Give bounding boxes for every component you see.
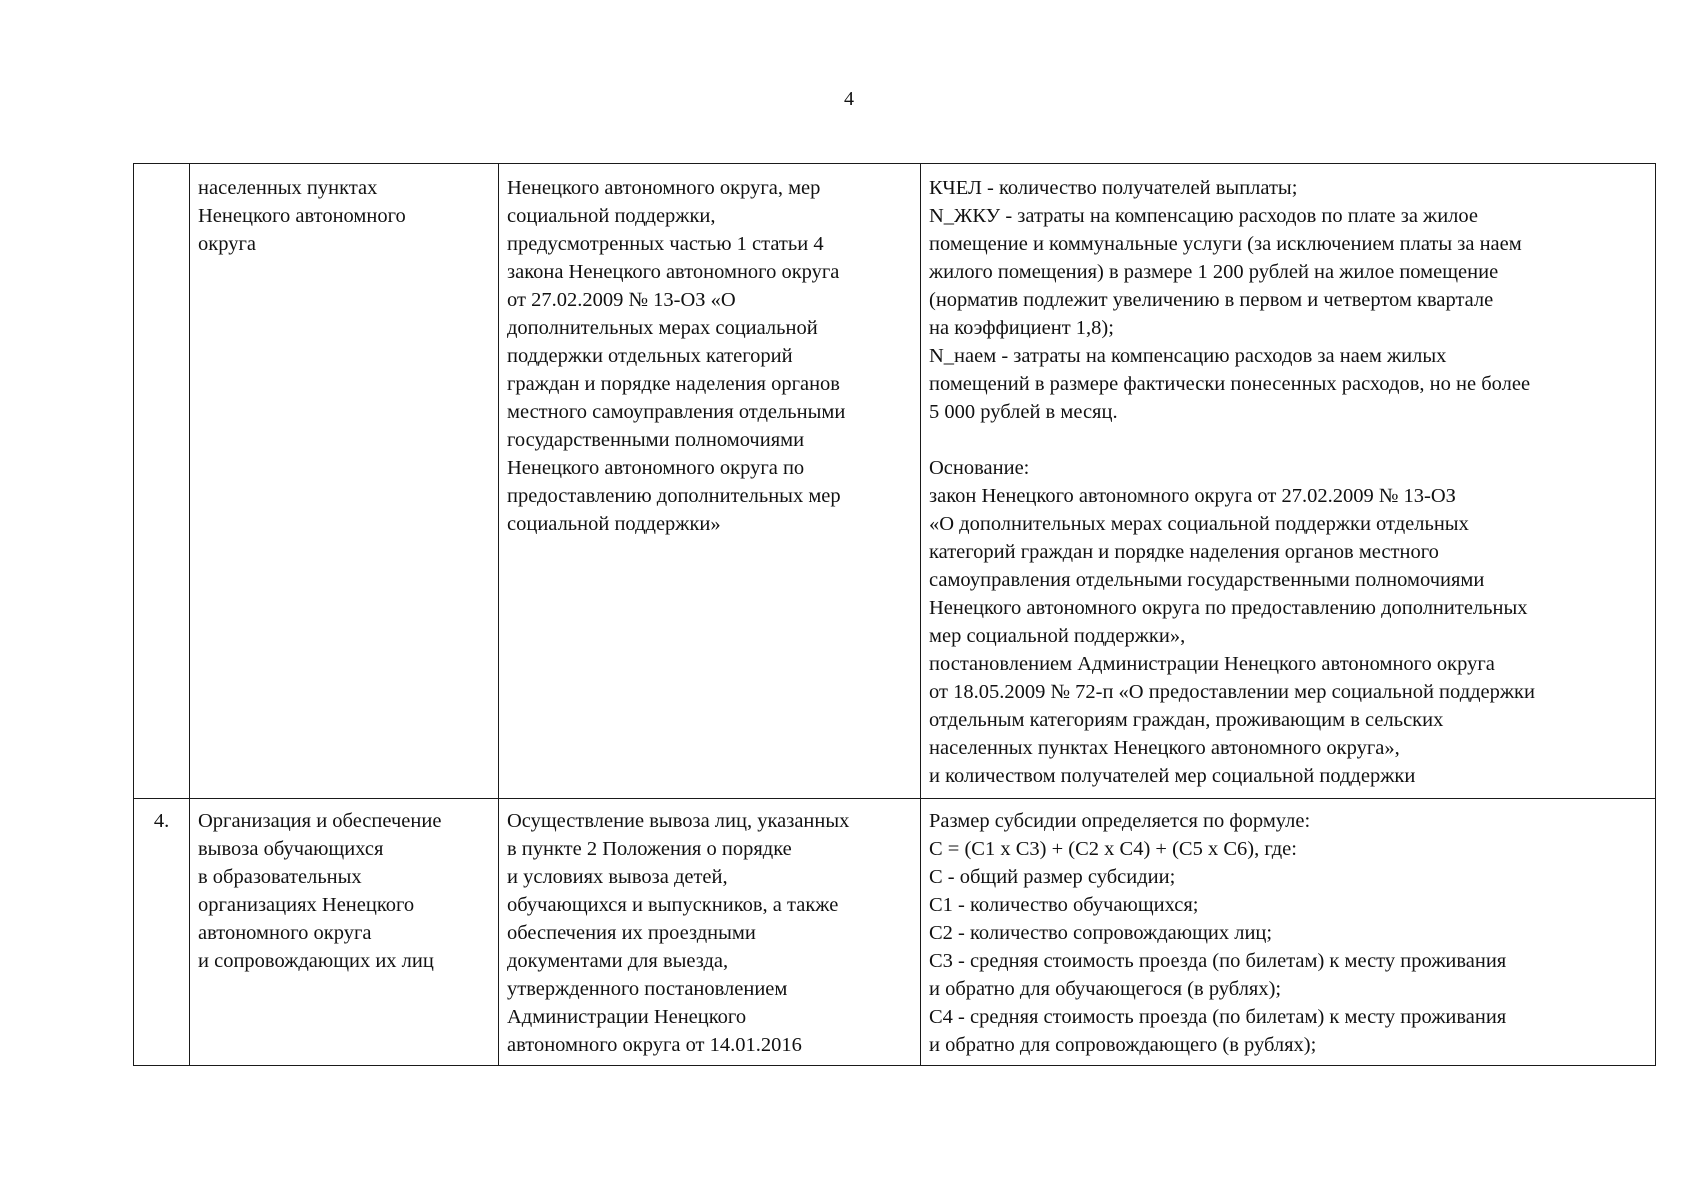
activity-name-line: округа: [198, 233, 256, 255]
legal-basis-cell: [499, 799, 921, 1066]
legal-basis-line: в пункте 2 Положения о порядке: [507, 838, 792, 860]
legal-basis-line: местного самоуправления отдельными: [507, 401, 846, 423]
subsidy-table: [133, 163, 1656, 1066]
formula: С = (С1 х С3) + (С2 х С4) + (С5 х С6), где:: [929, 838, 1297, 860]
table-row: [134, 799, 1656, 1066]
calculation-line: мер социальной поддержки»,: [929, 625, 1186, 647]
activity-name-cell: [190, 164, 499, 799]
formula-intro: Размер субсидии определяется по формуле:: [929, 810, 1311, 832]
legal-basis-line: Осуществление вывоза лиц, указанных: [507, 810, 850, 832]
calculation-line: С3 - средняя стоимость проезда (по билетам) к месту проживания: [929, 950, 1507, 972]
calculation-line: N_наем - затраты на компенсацию расходов за наем жилых: [929, 345, 1447, 367]
calculation-line: закон Ненецкого автономного округа от 27.02.2009 № 13-ОЗ: [929, 485, 1456, 507]
legal-basis-line: и условиях вывоза детей,: [507, 866, 728, 888]
calculation-line: помещений в размере фактически понесенных расходов, но не более: [929, 373, 1531, 395]
legal-basis-line: дополнительных мерах социальной: [507, 317, 818, 339]
calculation-line: самоуправления отдельными государственными полномочиями: [929, 569, 1485, 591]
legal-basis-line: Ненецкого автономного округа по: [507, 457, 805, 479]
calculation-line: населенных пунктах Ненецкого автономного округа»,: [929, 737, 1400, 759]
calculation-cell: [921, 164, 1656, 799]
paragraph-gap: [929, 426, 1647, 454]
legal-basis-line: предоставлению дополнительных мер: [507, 485, 841, 507]
calculation-line: (норматив подлежит увеличению в первом и четвертом квартале: [929, 289, 1494, 311]
activity-name-line: автономного округа: [198, 922, 372, 944]
calculation-line: и количеством получателей мер социальной поддержки: [929, 765, 1416, 787]
calculation-line: от 18.05.2009 № 72-п «О предоставлении мер социальной поддержки: [929, 681, 1535, 703]
calculation-line: 5 000 рублей в месяц.: [929, 401, 1118, 423]
legal-basis-line: социальной поддержки»: [507, 513, 721, 535]
calculation-line: на коэффициент 1,8);: [929, 317, 1114, 339]
calculation-line: отдельным категориям граждан, проживающим в сельских: [929, 709, 1444, 731]
calculation-line: КЧЕЛ - количество получателей выплаты;: [929, 177, 1298, 199]
calculation-line: жилого помещения) в размере 1 200 рублей на жилое помещение: [929, 261, 1499, 283]
calculation-line: С4 - средняя стоимость проезда (по билетам) к месту проживания: [929, 1006, 1507, 1028]
calculation-line: и обратно для сопровождающего (в рублях);: [929, 1034, 1317, 1056]
activity-name-line: и сопровождающих их лиц: [198, 950, 434, 972]
legal-basis-line: Администрации Ненецкого: [507, 1006, 747, 1028]
legal-basis-line: обеспечения их проездными: [507, 922, 756, 944]
activity-name-line: Ненецкого автономного: [198, 205, 406, 227]
calculation-line: С2 - количество сопровождающих лиц;: [929, 922, 1273, 944]
legal-basis-line: граждан и порядке наделения органов: [507, 373, 840, 395]
row-number-cell: [134, 164, 190, 799]
calculation-line: Ненецкого автономного округа по предоставлению дополнительных: [929, 597, 1528, 619]
legal-basis-line: социальной поддержки,: [507, 205, 716, 227]
calculation-line: С - общий размер субсидии;: [929, 866, 1176, 888]
calculation-line: N_ЖКУ - затраты на компенсацию расходов по плате за жилое: [929, 205, 1479, 227]
activity-name-line: в образовательных: [198, 866, 362, 888]
legal-basis-cell: [499, 164, 921, 799]
activity-name-line: организациях Ненецкого: [198, 894, 415, 916]
legal-basis-line: государственными полномочиями: [507, 429, 805, 451]
calculation-line: помещение и коммунальные услуги (за исключением платы за наем: [929, 233, 1522, 255]
activity-name-line: вывоза обучающихся: [198, 838, 384, 860]
calculation-line: категорий граждан и порядке наделения органов местного: [929, 541, 1439, 563]
row-number-cell: [134, 799, 190, 1066]
calculation-line: «О дополнительных мерах социальной поддержки отдельных: [929, 513, 1469, 535]
legal-basis-line: утвержденного постановлением: [507, 978, 788, 1000]
calculation-line: постановлением Администрации Ненецкого автономного округа: [929, 653, 1495, 675]
table-row: [134, 164, 1656, 799]
activity-name-line: населенных пунктах: [198, 177, 378, 199]
legal-basis-line: предусмотренных частью 1 статьи 4: [507, 233, 824, 255]
legal-basis-line: обучающихся и выпускников, а также: [507, 894, 839, 916]
activity-name-line: Организация и обеспечение: [198, 810, 442, 832]
calculation-line: С1 - количество обучающихся;: [929, 894, 1199, 916]
legal-basis-line: поддержки отдельных категорий: [507, 345, 793, 367]
legal-basis-line: от 27.02.2009 № 13-ОЗ «О: [507, 289, 736, 311]
legal-basis-line: закона Ненецкого автономного округа: [507, 261, 840, 283]
activity-name-cell: [190, 799, 499, 1066]
row-number: 4.: [153, 810, 170, 832]
calculation-cell: [921, 799, 1656, 1066]
page-number: 4: [844, 88, 854, 110]
legal-basis-line: Ненецкого автономного округа, мер: [507, 177, 821, 199]
basis-heading: Основание:: [929, 457, 1030, 479]
legal-basis-line: документами для выезда,: [507, 950, 729, 972]
calculation-line: и обратно для обучающегося (в рублях);: [929, 978, 1282, 1000]
legal-basis-line: автономного округа от 14.01.2016: [507, 1034, 802, 1056]
